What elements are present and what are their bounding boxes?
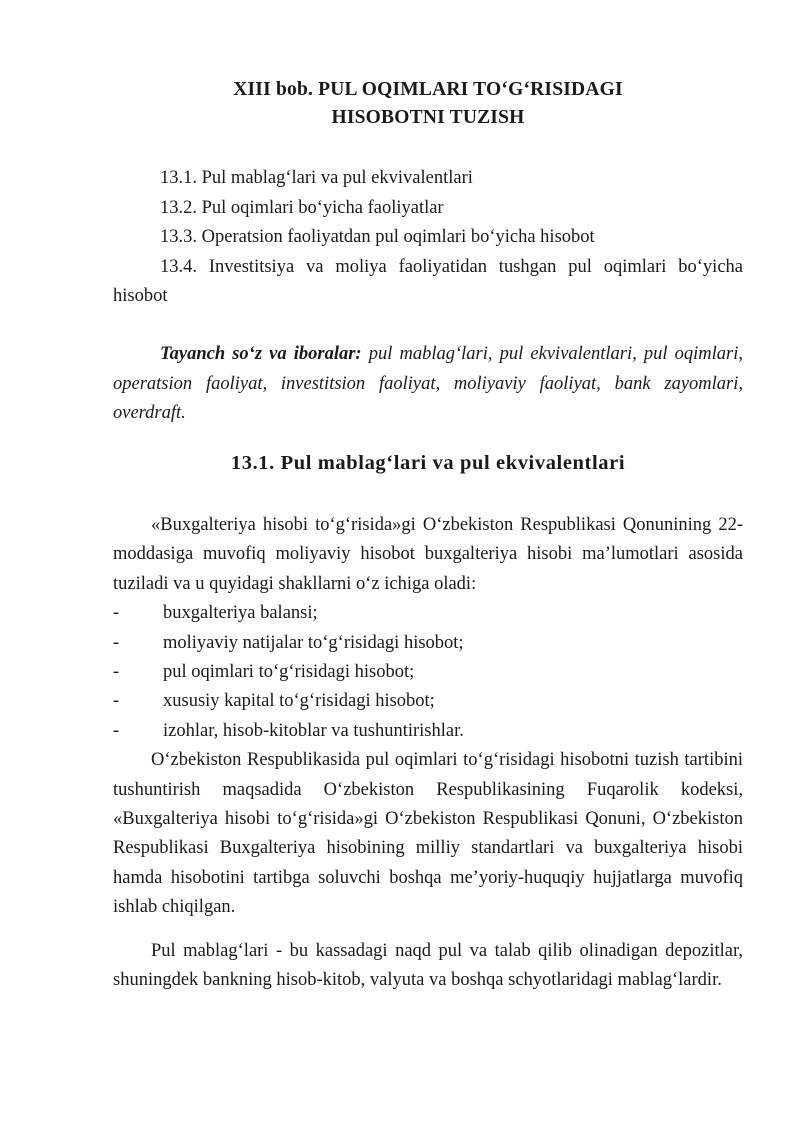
list-item-text: xususiy kapital to‘g‘risidagi hisobot; — [163, 691, 435, 712]
toc-item: 13.3. Operatsion faoliyatdan pul oqimlari bo‘yicha hisobot — [160, 227, 595, 247]
report-forms-list — [113, 599, 743, 746]
list-dash: - — [113, 603, 120, 624]
list-dash: - — [113, 691, 120, 712]
chapter-contents — [113, 164, 743, 312]
section-title: 13.1. Pul mablag‘lari va pul ekvivalentlari — [230, 452, 626, 474]
toc-item: 13.1. Pul mablag‘lari va pul ekvivalentlari — [160, 168, 473, 188]
keywords-label: Tayanch so‘z va iboralar: — [160, 344, 362, 364]
keywords-text: pul mablag‘lari, pul ekvivalentlari, pul oqimlari, operatsion faoliyat, investitsion faoliyat, moliyaviy faoliyat, bank zayomlari, overdraft. — [113, 344, 743, 423]
definition-paragraph: Pul mablag‘lari - bu kassadagi naqd pul va talab qilib olinadigan depozitlar, shuningdek bankning hisob-kitob, valyuta va boshqa schyotlaridagi mablag‘lardir. — [113, 940, 743, 991]
keywords-paragraph — [113, 340, 743, 429]
legal-basis-paragraph: O‘zbekiston Respublikasida pul oqimlari to‘g‘risidagi hisobotni tuzish tartibini tushuntirish maqsadida O‘zbekiston Respublikasining Fuqarolik kodeksi, «Buxgalteriya hisobi to‘g‘risida»gi O‘zbekiston Respublikasi Qonuni, O‘zbekiston Respublikasi Buxgalteriya hisobining milliy standartlari va buxgalteriya hisobi hamda hisobotini tartibga soluvchi boshqa me’yoriy-huquqiy hujjatlarga muvofiq ishlab chiqilgan. — [113, 750, 743, 918]
list-item-text: pul oqimlari to‘g‘risidagi hisobot; — [163, 662, 415, 683]
toc-item: 13.4. Investitsiya va moliya faoliyatidan tushgan pul oqimlari bo‘yicha hisobot — [113, 256, 743, 306]
list-item — [113, 599, 743, 628]
list-item — [113, 658, 743, 687]
list-item-text: buxgalteriya balansi; — [163, 603, 318, 624]
list-dash: - — [113, 720, 120, 741]
chapter-title-line-2: HISOBOTNI TUZISH — [331, 107, 525, 128]
toc-item: 13.2. Pul oqimlari bo‘yicha faoliyatlar — [160, 197, 444, 218]
chapter-title-line-1: XIII bob. PUL OQIMLARI TO‘G‘RISIDAGI — [233, 79, 623, 100]
list-item — [113, 629, 743, 658]
list-dash: - — [113, 632, 120, 653]
section-body — [113, 511, 743, 996]
list-item — [113, 687, 743, 716]
paragraph-gap — [113, 923, 743, 937]
list-item — [113, 717, 743, 746]
chapter-title — [113, 76, 743, 132]
list-item-text: izohlar, hisob-kitoblar va tushuntirishlar. — [163, 720, 464, 741]
list-item-text: moliyaviy natijalar to‘g‘risidagi hisobot; — [163, 632, 464, 653]
list-dash: - — [113, 662, 120, 683]
intro-paragraph: «Buxgalteriya hisobi to‘g‘risida»gi O‘zbekiston Respublikasi Qonunining 22-moddasiga muvofiq moliyaviy hisobot buxgalteriya hisobi ma’lumotlari asosida tuziladi va u quyidagi shakllarni o‘z ichiga oladi: — [113, 515, 743, 594]
